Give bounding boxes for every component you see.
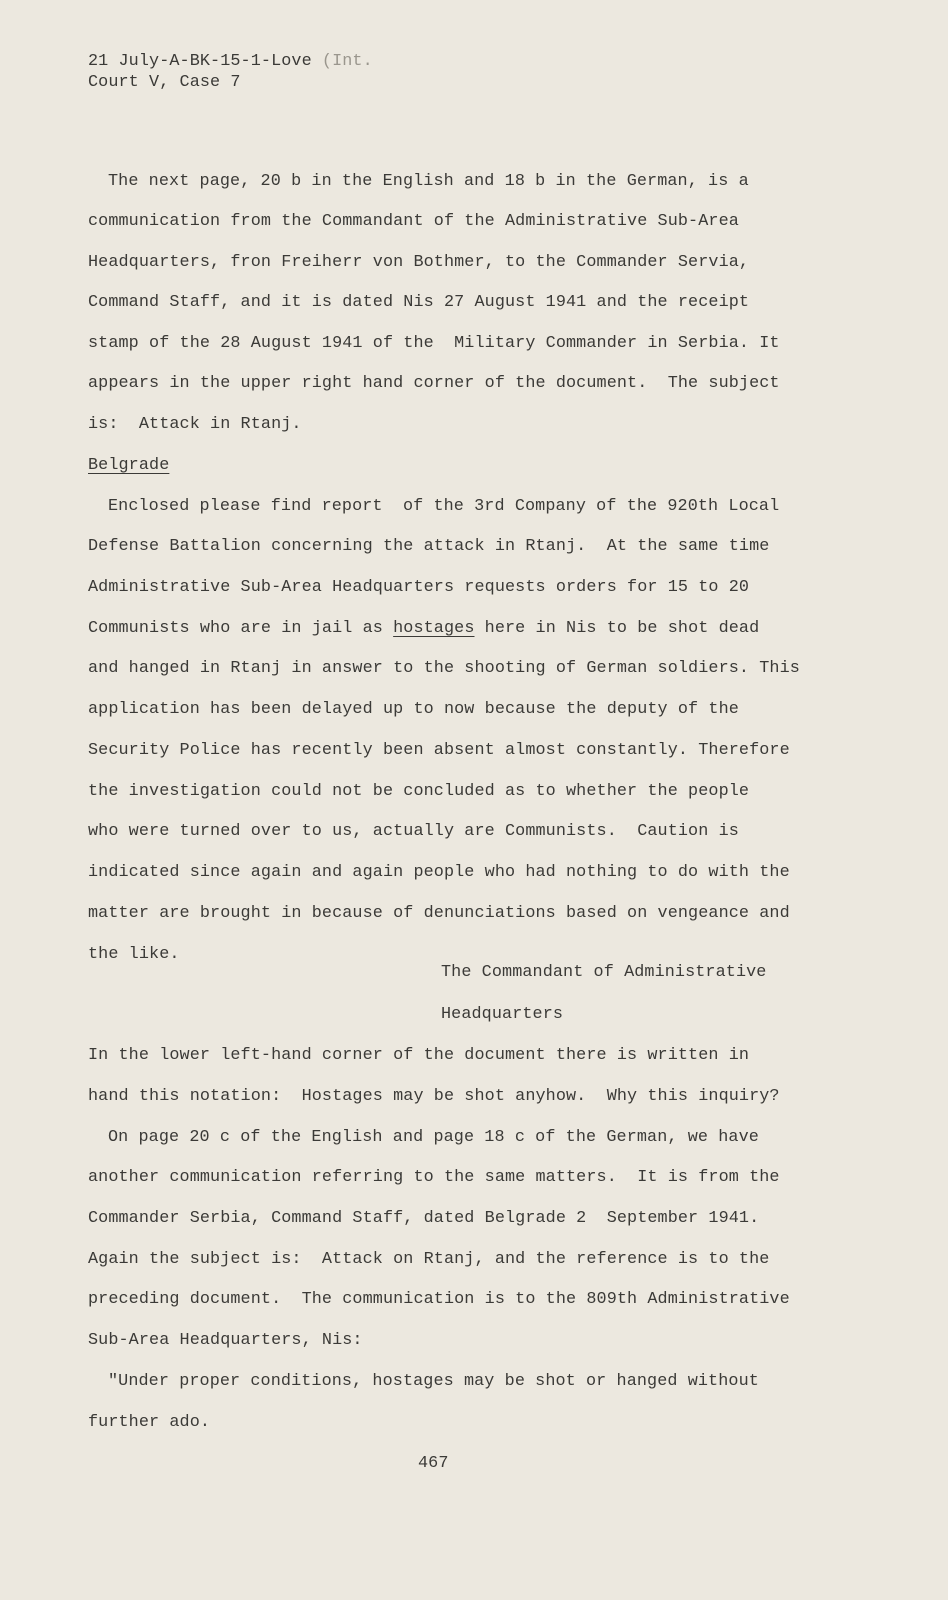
paragraph-line: The next page, 20 b in the English and 18 b in the German, is a bbox=[108, 172, 749, 191]
paragraph-line: and hanged in Rtanj in answer to the shooting of German soldiers. This bbox=[88, 659, 800, 678]
reference-code: 21 July-A-BK-15-1-Love bbox=[88, 52, 312, 71]
paragraph-line: "Under proper conditions, hostages may be shot or hanged without bbox=[108, 1372, 759, 1391]
paragraph-line: Sub-Area Headquarters, Nis: bbox=[88, 1331, 363, 1350]
paragraph-line: Commander Serbia, Command Staff, dated Belgrade 2 September 1941. bbox=[88, 1209, 760, 1228]
paragraph-line: hand this notation: Hostages may be shot anyhow. Why this inquiry? bbox=[88, 1087, 780, 1106]
paragraph-line: appears in the upper right hand corner of the document. The subject bbox=[88, 374, 780, 393]
paragraph-line: another communication referring to the same matters. It is from the bbox=[88, 1168, 780, 1187]
reference-note: (Int. bbox=[311, 52, 373, 71]
paragraph-line: is: Attack in Rtanj. bbox=[88, 415, 302, 434]
paragraph-line: preceding document. The communication is to the 809th Administrative bbox=[88, 1290, 790, 1309]
place-heading: Belgrade bbox=[88, 456, 170, 475]
paragraph-line: Again the subject is: Attack on Rtanj, and the reference is to the bbox=[88, 1250, 770, 1269]
paragraph-line: the investigation could not be concluded as to whether the people bbox=[88, 782, 750, 801]
paragraph-line: Command Staff, and it is dated Nis 27 August 1941 and the receipt bbox=[88, 293, 750, 312]
header-court: Court V, Case 7 bbox=[88, 73, 241, 92]
header-reference bbox=[88, 52, 373, 72]
paragraph-line: On page 20 c of the English and page 18 c of the German, we have bbox=[108, 1128, 759, 1147]
page-number: 467 bbox=[418, 1454, 449, 1473]
paragraph-line: Defense Battalion concerning the attack in Rtanj. At the same time bbox=[88, 537, 770, 556]
signature-line: Headquarters bbox=[441, 1005, 564, 1024]
paragraph-line: the like. bbox=[88, 945, 180, 964]
paragraph-line: indicated since again and again people who had nothing to do with the bbox=[88, 863, 790, 882]
paragraph-line: stamp of the 28 August 1941 of the Military Commander in Serbia. It bbox=[88, 334, 780, 353]
paragraph-line: application has been delayed up to now because the deputy of the bbox=[88, 700, 739, 719]
signature-line: The Commandant of Administrative bbox=[441, 963, 767, 982]
paragraph-line: In the lower left-hand corner of the document there is written in bbox=[88, 1046, 750, 1065]
paragraph-line: Administrative Sub-Area Headquarters requests orders for 15 to 20 bbox=[88, 578, 750, 597]
paragraph-line bbox=[88, 619, 759, 639]
paragraph-line: communication from the Commandant of the Administrative Sub-Area bbox=[88, 212, 739, 231]
paragraph-line: matter are brought in because of denunciations based on vengeance and bbox=[88, 904, 790, 923]
paragraph-line: Headquarters, fron Freiherr von Bothmer, to the Commander Servia, bbox=[88, 253, 750, 272]
paragraph-line: who were turned over to us, actually are Communists. Caution is bbox=[88, 822, 739, 841]
paragraph-line: Security Police has recently been absent almost constantly. Therefore bbox=[88, 741, 790, 760]
text-segment: Communists who are in jail as bbox=[88, 619, 394, 638]
underlined-word: hostages bbox=[393, 619, 475, 638]
paragraph-line: Enclosed please find report of the 3rd Company of the 920th Local bbox=[108, 497, 780, 516]
paragraph-line: further ado. bbox=[88, 1413, 211, 1432]
text-segment: here in Nis to be shot dead bbox=[474, 619, 760, 638]
